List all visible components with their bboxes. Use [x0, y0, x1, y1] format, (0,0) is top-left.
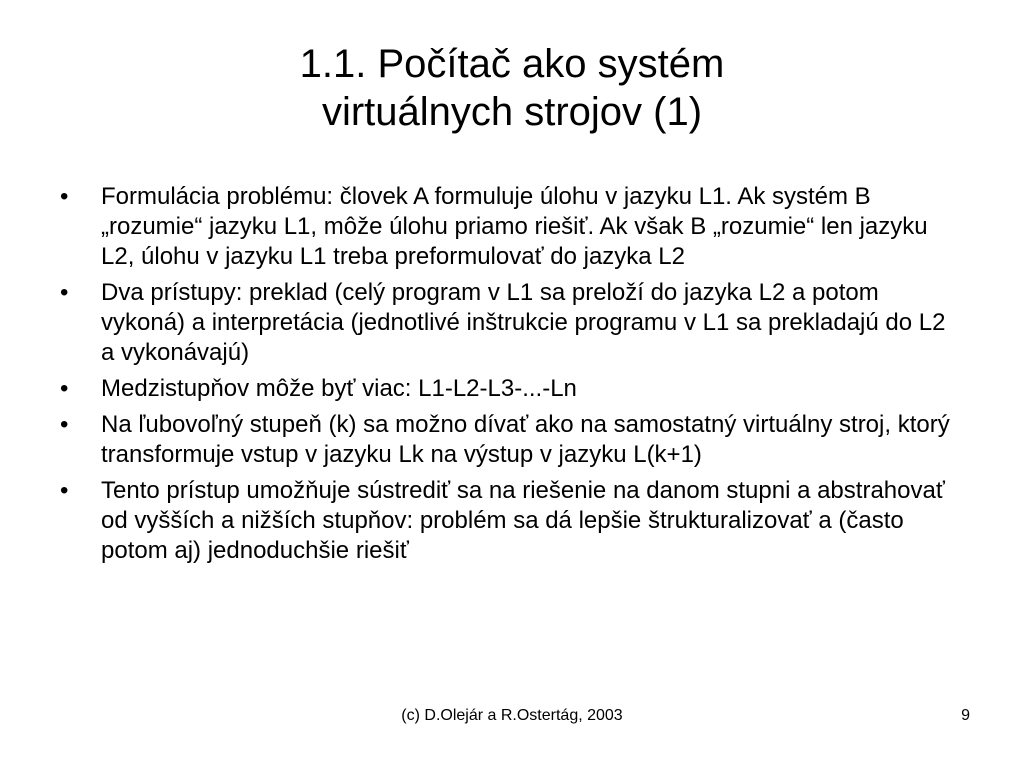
bullet-icon: •	[60, 375, 69, 402]
bullet-item	[60, 410, 960, 470]
bullet-list	[60, 182, 960, 572]
bullet-item	[60, 182, 960, 272]
bullet-text: Formulácia problému: človek A formuluje úlohu v jazyku L1. Ak systém B „rozumie“ jazyku L1, môže úlohu priamo riešiť. Ak však B „rozumie“ len jazyku L2, úlohu v jazyku L1 treba preformulovať do jazyka L2	[101, 183, 928, 270]
bullet-text: Medzistupňov môže byť viac: L1-L2-L3-...-Ln	[101, 375, 577, 402]
bullet-icon: •	[60, 279, 69, 306]
bullet-item	[60, 278, 960, 368]
bullet-icon: •	[60, 411, 69, 438]
bullet-icon: •	[60, 477, 69, 504]
bullet-icon: •	[60, 183, 69, 210]
slide-title-line-1: 1.1. Počítač ako systém	[299, 42, 725, 86]
slide-page-number: 9	[961, 707, 970, 724]
slide-footer: (c) D.Olejár a R.Ostertág, 2003	[401, 707, 623, 724]
bullet-text: Na ľubovoľný stupeň (k) sa možno dívať ako na samostatný virtuálny stroj, ktorý transformuje vstup v jazyku Lk na výstup v jazyku L(k+1)	[101, 411, 950, 468]
bullet-item	[60, 374, 960, 404]
bullet-text: Tento prístup umožňuje sústrediť sa na riešenie na danom stupni a abstrahovať od vyšších a nižších stupňov: problém sa dá lepšie štrukturalizovať a (často potom aj) jednoduchšie riešiť	[101, 477, 945, 564]
bullet-text: Dva prístupy: preklad (celý program v L1 sa preloží do jazyka L2 a potom vykoná) a interpretácia (jednotlivé inštrukcie programu v L1 sa prekladajú do L2 a vykonávajú)	[101, 279, 946, 366]
slide-title	[0, 40, 1024, 136]
slide-title-line-2: virtuálnych strojov (1)	[321, 90, 703, 134]
bullet-item	[60, 476, 960, 566]
